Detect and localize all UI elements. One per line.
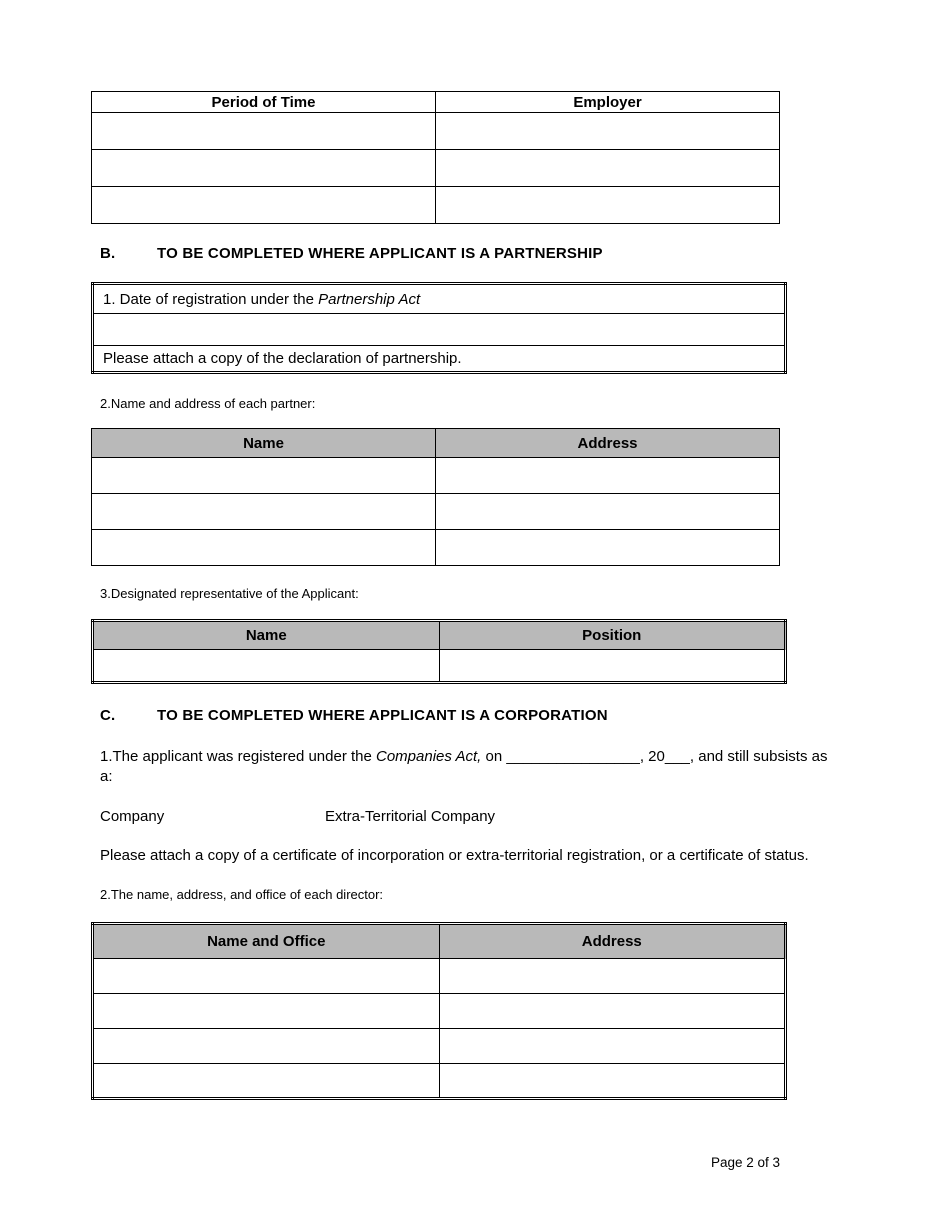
- company-type-options: [100, 807, 842, 827]
- registration-line-prefix: 1. Date of registration under the: [103, 290, 319, 308]
- partnership-registration-box: [91, 282, 787, 374]
- representative-label: 3.Designated representative of the Applicant:: [100, 586, 359, 601]
- companies-act-italic: Companies Act,: [376, 748, 482, 765]
- table-row: [92, 458, 780, 494]
- registration-date-label-cell: [93, 284, 786, 314]
- representative-name-cell[interactable]: [93, 650, 440, 683]
- partner-address-cell[interactable]: [436, 458, 780, 494]
- representative-table: [91, 619, 787, 684]
- section-b-label: B.: [100, 245, 116, 262]
- directors-table: [91, 922, 787, 1100]
- option-extra-territorial-company[interactable]: Extra-Territorial Company: [325, 808, 496, 825]
- registration-prefix: 1.The applicant was registered under the: [100, 748, 376, 765]
- partners-header-row: [92, 429, 780, 458]
- corporation-attachment-note: Please attach a copy of a certificate of incorporation or extra-territorial registration, or a certificate of status.: [100, 847, 809, 864]
- employer-header: Employer: [436, 92, 780, 113]
- registration-year-blank[interactable]: ___: [664, 748, 690, 765]
- director-name-office-cell[interactable]: [93, 1029, 440, 1064]
- representative-position-header: Position: [439, 621, 786, 650]
- period-of-time-cell[interactable]: [92, 150, 436, 187]
- period-of-time-cell[interactable]: [92, 187, 436, 224]
- period-of-time-cell[interactable]: [92, 113, 436, 150]
- table-row: [93, 346, 786, 373]
- director-name-office-cell[interactable]: [93, 994, 440, 1029]
- partner-name-header: Name: [92, 429, 436, 458]
- partnership-act-italic: Partnership Act: [318, 290, 421, 308]
- director-name-office-cell[interactable]: [93, 959, 440, 994]
- table-row: [93, 1064, 786, 1099]
- directors-label: 2.The name, address, and office of each director:: [100, 887, 384, 902]
- corporation-registration-sentence: [100, 747, 842, 787]
- registration-year-prefix: , 20: [639, 748, 665, 765]
- representative-header-row: [93, 621, 786, 650]
- employer-cell[interactable]: [436, 187, 780, 224]
- partners-table: [91, 428, 780, 566]
- registration-date-blank[interactable]: ________________: [506, 748, 640, 765]
- registration-date-cell[interactable]: [93, 314, 786, 346]
- option-company[interactable]: Company: [100, 808, 165, 825]
- table-row: [93, 314, 786, 346]
- table-row: [92, 530, 780, 566]
- partner-address-header: Address: [436, 429, 780, 458]
- director-address-header: Address: [439, 924, 786, 959]
- table-row: [92, 113, 780, 150]
- table-row: [92, 187, 780, 224]
- partner-address-cell[interactable]: [436, 494, 780, 530]
- period-of-time-header: Period of Time: [92, 92, 436, 113]
- director-address-cell[interactable]: [439, 1029, 786, 1064]
- employer-cell[interactable]: [436, 150, 780, 187]
- director-address-cell[interactable]: [439, 959, 786, 994]
- table-row: [93, 650, 786, 683]
- table-row: [93, 994, 786, 1029]
- representative-position-cell[interactable]: [439, 650, 786, 683]
- page-number-indicator: Page 2 of 3: [710, 1155, 780, 1170]
- partner-name-cell[interactable]: [92, 530, 436, 566]
- director-name-office-cell[interactable]: [93, 1064, 440, 1099]
- employment-header-row: [92, 92, 780, 113]
- partner-name-cell[interactable]: [92, 494, 436, 530]
- partners-label: 2.Name and address of each partner:: [100, 396, 316, 411]
- partnership-attachment-note: Please attach a copy of the declaration of partnership.: [93, 346, 786, 373]
- directors-header-row: [93, 924, 786, 959]
- employment-history-table: [91, 91, 780, 224]
- registration-mid: on: [481, 748, 507, 765]
- table-row: [92, 150, 780, 187]
- section-b-title: TO BE COMPLETED WHERE APPLICANT IS A PARTNERSHIP: [157, 245, 603, 262]
- employer-cell[interactable]: [436, 113, 780, 150]
- director-name-office-header: Name and Office: [93, 924, 440, 959]
- table-row: [93, 284, 786, 314]
- table-row: [92, 494, 780, 530]
- section-b-heading: [100, 245, 950, 262]
- table-row: [93, 959, 786, 994]
- director-address-cell[interactable]: [439, 1064, 786, 1099]
- partner-name-cell[interactable]: [92, 458, 436, 494]
- representative-name-header: Name: [93, 621, 440, 650]
- section-c-heading: [100, 707, 950, 724]
- section-c-label: C.: [100, 707, 116, 724]
- partner-address-cell[interactable]: [436, 530, 780, 566]
- section-c-title: TO BE COMPLETED WHERE APPLICANT IS A CORPORATION: [157, 707, 608, 724]
- table-row: [93, 1029, 786, 1064]
- registration-suffix: , and still subsists as a:: [100, 748, 828, 785]
- director-address-cell[interactable]: [439, 994, 786, 1029]
